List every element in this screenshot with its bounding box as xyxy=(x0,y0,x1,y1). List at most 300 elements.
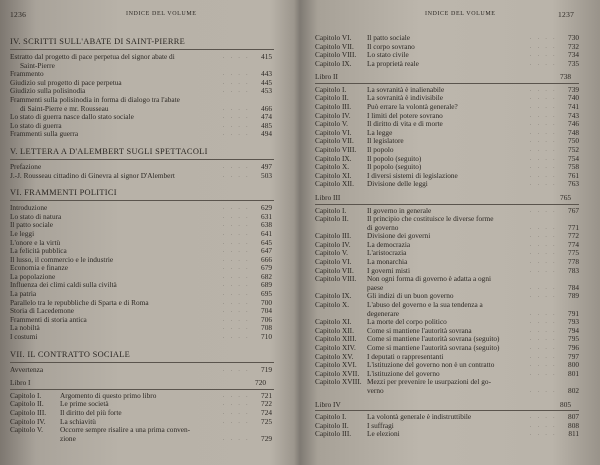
entry-page: 746 xyxy=(568,119,579,129)
toc-entry xyxy=(10,316,280,325)
chapter-label: Capitolo III. xyxy=(10,407,47,417)
toc-entry xyxy=(315,387,587,396)
entry-title: Può errare la volontà generale? xyxy=(367,102,458,112)
entry-title: zione xyxy=(60,433,76,443)
leader-dots: . . . . xyxy=(529,43,557,50)
entry-page: 800 xyxy=(568,360,579,370)
entry-page: 802 xyxy=(568,385,579,395)
entry-page: 808 xyxy=(568,420,579,430)
entry-page: 730 xyxy=(568,33,579,42)
entry-page: 761 xyxy=(568,170,579,180)
entry-page: 752 xyxy=(568,145,579,155)
section-heading: VII. IL CONTRATTO SOCIALE xyxy=(10,350,274,363)
entry-title: Estratto dal progetto di pace perpetua del signor abate di xyxy=(10,52,175,61)
toc-entry xyxy=(10,426,280,435)
leader-dots: . . . . xyxy=(222,316,250,323)
entry-page: 784 xyxy=(568,282,579,292)
running-head-title: INDICE DEL VOLUME xyxy=(425,11,496,17)
chapter-label: Capitolo XI. xyxy=(315,170,352,180)
entry-title: Come si mantiene l'autorità sovrana (seguito) xyxy=(367,334,500,344)
chapter-label: Capitolo IV. xyxy=(315,239,351,249)
entry-title: Mezzi per prevenire le usurpazioni del go- xyxy=(367,377,491,387)
leader-dots: . . . . xyxy=(529,112,557,119)
entry-title: paese xyxy=(367,282,384,292)
entry-title: I deputati o rappresentanti xyxy=(367,351,444,361)
entry-page: 795 xyxy=(568,334,579,344)
entry-page: 763 xyxy=(568,179,579,189)
leader-dots: . . . . xyxy=(529,310,557,317)
leader-dots: . . . . xyxy=(529,414,557,421)
toc-entry xyxy=(315,413,587,422)
toc-entry xyxy=(315,51,587,60)
entry-page: 682 xyxy=(261,271,272,281)
entry-title: Le prime società xyxy=(60,399,109,409)
entry-page: 647 xyxy=(261,246,272,256)
leader-dots: . . . . xyxy=(529,181,557,188)
chapter-label: Capitolo VII. xyxy=(315,136,354,146)
entry-title: La morte del corpo politico xyxy=(367,317,447,327)
entry-page: 772 xyxy=(568,231,579,241)
book-division-page: 765 xyxy=(560,193,571,202)
entry-title: Il governo in generale xyxy=(367,205,432,215)
entry-title: Il diritto di vita e di morte xyxy=(367,119,443,129)
entry-title: La monarchia xyxy=(367,257,408,267)
entry-page: 466 xyxy=(261,103,272,113)
toc-entry xyxy=(315,60,587,69)
entry-title: Il patto sociale xyxy=(367,33,410,42)
leader-dots: . . . . xyxy=(529,250,557,257)
entry-page: 748 xyxy=(568,127,579,137)
entry-page: 734 xyxy=(568,50,579,60)
entry-title: La nobiltà xyxy=(10,323,40,333)
book-division-label: Libro IV xyxy=(315,399,341,409)
leader-dots: . . . . xyxy=(529,327,557,334)
entry-page: 700 xyxy=(261,297,272,307)
toc-entry xyxy=(315,241,587,250)
entry-page: 739 xyxy=(568,84,579,94)
entry-title: Come si mantiene l'autorità sovrana xyxy=(367,325,472,335)
entry-title: L'istituzione del governo xyxy=(367,368,440,378)
entry-title: Giudizio sul progetto di pace perpetua xyxy=(10,77,122,87)
entry-page: 783 xyxy=(568,265,579,275)
leader-dots: . . . . xyxy=(529,345,557,351)
chapter-label: Capitolo IV. xyxy=(10,416,46,426)
leader-dots: . . . . xyxy=(222,265,250,272)
toc-entry xyxy=(315,112,587,121)
entry-page: 735 xyxy=(568,58,579,68)
entry-page: 771 xyxy=(568,222,579,232)
leader-dots: . . . . xyxy=(222,334,250,341)
section-gap xyxy=(10,180,280,188)
entry-title: J.-J. Rousseau cittadino di Ginevra al signor D'Alembert xyxy=(10,170,175,180)
entry-title: Il corpo sovrano xyxy=(367,41,415,51)
entry-title: I limiti del potere sovrano xyxy=(367,110,443,120)
chapter-label: Capitolo I. xyxy=(315,84,347,94)
chapter-label: Capitolo V. xyxy=(315,248,348,258)
leader-dots: . . . . xyxy=(529,267,557,274)
entry-title: verno xyxy=(367,385,384,395)
leader-dots: . . . . xyxy=(222,308,250,315)
chapter-label: Capitolo VIII. xyxy=(315,145,357,155)
entry-page: 638 xyxy=(261,220,272,230)
leader-dots: . . . . xyxy=(529,284,557,291)
chapter-label: Capitolo XII. xyxy=(315,179,354,189)
entry-title: degenerare xyxy=(367,308,399,318)
entry-title: La schiavitù xyxy=(60,416,96,426)
leader-dots: . . . . xyxy=(529,353,557,360)
entry-title: di governo xyxy=(367,222,399,232)
entry-title: Argomento di questo primo libro xyxy=(60,390,157,400)
leader-dots: . . . . xyxy=(222,54,250,60)
entry-title: Economia e finanze xyxy=(10,263,68,273)
toc-entry xyxy=(315,155,587,164)
entry-page: 474 xyxy=(261,112,272,122)
toc-entry xyxy=(315,103,587,112)
entry-page: 811 xyxy=(568,429,579,439)
entry-page: 503 xyxy=(261,170,272,180)
entry-title: La legge xyxy=(367,127,393,137)
leader-dots: . . . . xyxy=(222,105,250,112)
chapter-label: Capitolo XVIII. xyxy=(315,377,362,387)
entry-title: La sovranità è indivisibile xyxy=(367,93,443,103)
toc-entry xyxy=(315,224,587,233)
entry-page: 666 xyxy=(261,254,272,264)
entry-page: 791 xyxy=(568,308,579,318)
toc-entry xyxy=(315,275,587,284)
entry-page: 775 xyxy=(568,248,579,258)
toc-entry xyxy=(315,344,587,353)
entry-page: 722 xyxy=(261,399,272,409)
entry-page: 710 xyxy=(261,332,272,342)
chapter-label: Capitolo XII. xyxy=(315,325,354,335)
leader-dots: . . . . xyxy=(529,155,557,162)
chapter-label: Capitolo IX. xyxy=(315,153,352,163)
chapter-label: Capitolo VI. xyxy=(315,257,352,267)
page-number: 1236 xyxy=(10,10,27,19)
entry-title: Frammento xyxy=(10,69,44,79)
section-gap xyxy=(10,342,280,350)
leader-dots: . . . . xyxy=(529,129,557,136)
chapter-label: Capitolo II. xyxy=(315,93,349,103)
chapter-label: Capitolo XVII. xyxy=(315,368,360,378)
chapter-label: Capitolo I. xyxy=(10,390,42,400)
entry-title: Il lusso, il commercio e le industrie xyxy=(10,254,114,264)
entry-page: 732 xyxy=(568,41,579,51)
entry-title: Prefazione xyxy=(10,161,42,171)
entry-title: Occorre sempre risalire a una prima conven- xyxy=(60,425,191,435)
book-division xyxy=(10,379,274,390)
book-division xyxy=(315,194,579,205)
entry-title: Le leggi xyxy=(10,228,35,238)
entry-page: 725 xyxy=(261,416,272,426)
leader-dots: . . . . xyxy=(222,282,250,289)
entry-page: 774 xyxy=(568,239,579,249)
entry-title: Il popolo (seguito) xyxy=(367,153,422,163)
chapter-label: Capitolo VI. xyxy=(315,127,352,137)
entry-page: 453 xyxy=(261,86,272,96)
entry-page: 494 xyxy=(261,129,272,139)
entry-title: Lo stato di natura xyxy=(10,211,62,221)
toc-entry xyxy=(315,34,587,43)
entry-page: 807 xyxy=(568,412,579,422)
leader-dots: . . . . xyxy=(529,259,557,266)
entry-page: 754 xyxy=(568,153,579,163)
entry-title: Le elezioni xyxy=(367,429,400,439)
entry-page: 719 xyxy=(261,364,272,374)
spacer xyxy=(315,68,587,72)
toc-left xyxy=(10,37,280,443)
entry-title: Parallelo tra le repubbliche di Sparta e di Roma xyxy=(10,297,149,307)
toc-entry xyxy=(315,301,587,310)
chapter-label: Capitolo VIII. xyxy=(315,50,357,60)
entry-title: Divisione delle leggi xyxy=(367,179,428,189)
entry-page: 794 xyxy=(568,325,579,335)
leader-dots: . . . . xyxy=(529,241,557,248)
leader-dots: . . . . xyxy=(529,319,557,326)
leader-dots: . . . . xyxy=(222,248,250,255)
book-division xyxy=(315,73,579,84)
toc-entry xyxy=(10,435,280,444)
leader-dots: . . . . xyxy=(222,291,250,298)
leader-dots: . . . . xyxy=(222,392,250,399)
entry-title: Non ogni forma di governo è adatta a ogni xyxy=(367,274,492,284)
leader-dots: . . . . xyxy=(222,172,250,179)
entry-page: 704 xyxy=(261,306,272,316)
entry-page: 706 xyxy=(261,314,272,324)
entry-title: Introduzione xyxy=(10,203,48,213)
entry-page: 796 xyxy=(568,343,579,352)
entry-page: 415 xyxy=(261,52,272,61)
book-division-page: 805 xyxy=(560,399,571,409)
entry-title: Frammenti sulla guerra xyxy=(10,129,79,139)
toc-entry xyxy=(10,333,280,342)
leader-dots: . . . . xyxy=(529,207,557,214)
leader-dots: . . . . xyxy=(529,121,557,128)
chapter-label: Capitolo III. xyxy=(315,429,352,439)
leader-dots: . . . . xyxy=(529,293,557,300)
entry-title: La proprietà reale xyxy=(367,58,419,68)
entry-page: 631 xyxy=(261,211,272,221)
chapter-label: Capitolo II. xyxy=(315,420,349,430)
entry-title: Il popolo (seguito) xyxy=(367,162,422,172)
toc-entry xyxy=(315,422,587,431)
entry-title: Saint-Pierre xyxy=(20,60,55,70)
entry-title: I suffragi xyxy=(367,420,394,430)
book-division-page: 738 xyxy=(560,72,571,82)
entry-title: Influenza dei climi caldi sulla civiltà xyxy=(10,280,117,290)
toc-entry xyxy=(315,120,587,129)
leader-dots: . . . . xyxy=(529,164,557,171)
toc-entry xyxy=(315,258,587,267)
entry-title: Il diritto del più forte xyxy=(60,407,122,417)
leader-dots: . . . . xyxy=(222,71,250,78)
entry-title: Come si mantiene l'autorità sovrana (seguito) xyxy=(367,343,500,352)
chapter-label: Capitolo V. xyxy=(315,119,348,129)
chapter-label: Capitolo IV. xyxy=(315,110,351,120)
chapter-label: Capitolo I. xyxy=(315,412,347,422)
entry-title: Frammenti sulla polisinodia in forma di dialogo tra l'abate xyxy=(10,94,180,104)
toc-entry xyxy=(315,180,587,189)
section-gap xyxy=(10,139,280,147)
entry-page: 750 xyxy=(568,136,579,146)
leader-dots: . . . . xyxy=(222,418,250,425)
entry-page: 724 xyxy=(261,407,272,417)
entry-page: 689 xyxy=(261,280,272,290)
entry-title: Storia di Lacedemone xyxy=(10,306,75,316)
leader-dots: . . . . xyxy=(222,163,250,170)
leader-dots: . . . . xyxy=(222,114,250,121)
toc-entry xyxy=(10,400,280,409)
toc-entry xyxy=(10,281,280,290)
entry-title: L'abuso del governo e la sua tendenza a xyxy=(367,300,483,310)
entry-page: 758 xyxy=(568,162,579,172)
section-heading: V. LETTERA A D'ALEMBERT SUGLI SPETTACOLI xyxy=(10,147,274,160)
spacer xyxy=(10,374,280,378)
entry-page: 721 xyxy=(261,390,272,400)
entry-page: 793 xyxy=(568,317,579,327)
leader-dots: . . . . xyxy=(222,401,250,408)
toc-entry xyxy=(10,409,280,418)
chapter-label: Capitolo IX. xyxy=(315,58,352,68)
leader-dots: . . . . xyxy=(529,147,557,154)
leader-dots: . . . . xyxy=(529,52,557,59)
toc-entry xyxy=(10,366,280,375)
leader-dots: . . . . xyxy=(529,233,557,240)
chapter-label: Capitolo VI. xyxy=(315,33,352,42)
entry-title: Il legislatore xyxy=(367,136,404,146)
section-heading: IV. SCRITTI SULL'ABATE DI SAINT-PIERRE xyxy=(10,37,274,50)
entry-title: La felicità pubblica xyxy=(10,246,67,256)
chapter-label: Capitolo I. xyxy=(315,205,347,215)
entry-page: 695 xyxy=(261,289,272,299)
toc-entry xyxy=(10,62,280,71)
leader-dots: . . . . xyxy=(529,431,557,438)
entry-page: 645 xyxy=(261,237,272,247)
leader-dots: . . . . xyxy=(222,273,250,280)
entry-title: L'onore e la virtù xyxy=(10,237,61,247)
leader-dots: . . . . xyxy=(222,222,250,229)
chapter-label: Capitolo II. xyxy=(10,399,44,409)
toc-entry xyxy=(315,249,587,258)
chapter-label: Capitolo X. xyxy=(315,300,350,310)
chapter-label: Capitolo XI. xyxy=(315,317,352,327)
chapter-label: Capitolo XV. xyxy=(315,351,354,361)
entry-page: 497 xyxy=(261,161,272,171)
leader-dots: . . . . xyxy=(222,239,250,246)
book-division-label: Libro I xyxy=(10,378,31,388)
leader-dots: . . . . xyxy=(529,104,557,111)
book-division-label: Libro II xyxy=(315,72,338,82)
entry-title: I diversi sistemi di legislazione xyxy=(367,170,458,180)
toc-entry xyxy=(315,430,587,439)
entry-page: 741 xyxy=(568,102,579,112)
leader-dots: . . . . xyxy=(529,60,557,67)
entry-title: L'aristocrazia xyxy=(367,248,407,258)
toc-entry xyxy=(315,86,587,95)
toc-entry xyxy=(10,221,280,230)
chapter-label: Capitolo VII. xyxy=(315,265,354,275)
entry-title: Il popolo xyxy=(367,145,394,155)
chapter-label: Capitolo III. xyxy=(315,231,352,241)
chapter-label: Capitolo V. xyxy=(10,425,43,435)
chapter-label: Capitolo XIV. xyxy=(315,343,356,352)
chapter-label: Capitolo IX. xyxy=(315,291,352,301)
leader-dots: . . . . xyxy=(529,362,557,369)
entry-page: 641 xyxy=(261,228,272,238)
leader-dots: . . . . xyxy=(529,387,557,394)
leader-dots: . . . . xyxy=(222,213,250,220)
entry-title: I costumi xyxy=(10,332,38,342)
entry-page: 801 xyxy=(568,368,579,378)
leader-dots: . . . . xyxy=(529,86,557,93)
leader-dots: . . . . xyxy=(222,409,250,416)
toc-entry xyxy=(10,130,280,139)
book-division xyxy=(315,401,579,412)
entry-page: 443 xyxy=(261,69,272,79)
leader-dots: . . . . xyxy=(222,256,250,263)
leader-dots: . . . . xyxy=(529,35,557,41)
leader-dots: . . . . xyxy=(529,224,557,231)
entry-title: Frammenti di storia antica xyxy=(10,314,87,324)
entry-title: Gli indizi di un buon governo xyxy=(367,291,454,301)
entry-title: di Saint-Pierre e mr. Rousseau xyxy=(20,103,109,113)
entry-page: 485 xyxy=(261,120,272,130)
entry-title: Avvertenza xyxy=(10,364,44,374)
toc-entry xyxy=(10,392,280,401)
leader-dots: . . . . xyxy=(222,299,250,306)
toc-entry xyxy=(315,378,587,387)
entry-page: 740 xyxy=(568,93,579,103)
entry-page: 743 xyxy=(568,110,579,120)
chapter-label: Capitolo X. xyxy=(315,162,350,172)
leader-dots: . . . . xyxy=(529,370,557,377)
chapter-label: Capitolo XVI. xyxy=(315,360,357,370)
chapter-label: Capitolo VIII. xyxy=(315,274,357,284)
spacer xyxy=(315,396,587,400)
chapter-label: Capitolo VII. xyxy=(315,41,354,51)
toc-entry xyxy=(10,172,280,181)
entry-page: 789 xyxy=(568,291,579,301)
leader-dots: . . . . xyxy=(529,138,557,145)
section-heading: VI. FRAMMENTI POLITICI xyxy=(10,188,274,201)
right-page xyxy=(300,0,600,465)
toc-entry xyxy=(315,310,587,319)
entry-title: La patria xyxy=(10,289,37,299)
entry-title: Il principio che costituisce le diverse forme xyxy=(367,214,494,224)
leader-dots: . . . . xyxy=(529,95,557,102)
toc-entry xyxy=(315,172,587,181)
entry-page: 797 xyxy=(568,351,579,361)
toc-entry xyxy=(315,215,587,224)
chapter-label: Capitolo III. xyxy=(315,102,352,112)
toc-entry xyxy=(10,324,280,333)
chapter-label: Capitolo XIII. xyxy=(315,334,357,344)
entry-title: Lo stato di guerra nasce dallo stato sociale xyxy=(10,112,134,122)
entry-title: Divisione dei governi xyxy=(367,231,431,241)
entry-page: 767 xyxy=(568,205,579,215)
leader-dots: . . . . xyxy=(222,79,250,86)
entry-title: L'istituzione del governo non è un contratto xyxy=(367,360,495,370)
leader-dots: . . . . xyxy=(222,88,250,95)
entry-title: La democrazia xyxy=(367,239,411,249)
leader-dots: . . . . xyxy=(222,230,250,237)
entry-title: La popolazione xyxy=(10,271,56,281)
entry-title: Il patto sociale xyxy=(10,220,53,230)
book-division-page: 720 xyxy=(255,378,266,388)
entry-title: Giudizio sulla polisinodia xyxy=(10,86,86,96)
toc-entry xyxy=(315,232,587,241)
running-head-title: INDICE DEL VOLUME xyxy=(126,11,197,17)
